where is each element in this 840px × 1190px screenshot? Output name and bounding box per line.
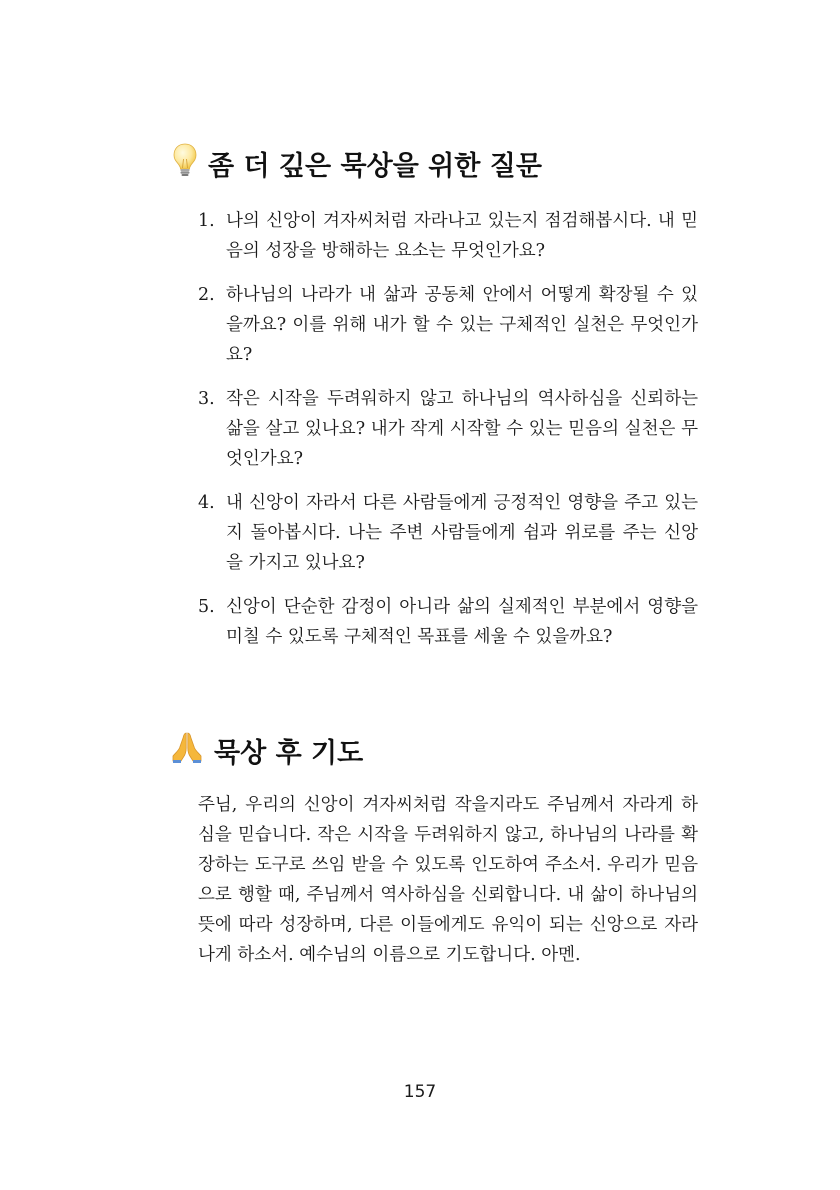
lightbulb-icon bbox=[172, 142, 198, 185]
list-item-number: 5. bbox=[198, 597, 215, 617]
list-item-text: 신앙이 단순한 감정이 아니라 삶의 실제적인 부분에서 영향을 미칠 수 있도록 구체적인 목표를 세울 수 있을까요? bbox=[226, 597, 698, 647]
list-item bbox=[198, 592, 698, 652]
section-title: 묵상 후 기도 bbox=[214, 738, 364, 769]
section-heading-prayer bbox=[170, 730, 363, 771]
list-item-number: 2. bbox=[198, 285, 215, 305]
praying-hands-icon bbox=[170, 730, 204, 771]
list-item bbox=[198, 488, 698, 578]
list-item-number: 4. bbox=[198, 493, 215, 513]
list-item-number: 1. bbox=[198, 211, 215, 231]
page-number: 157 bbox=[403, 1082, 437, 1102]
prayer-paragraph: 주님, 우리의 신앙이 겨자씨처럼 작을지라도 주님께서 자라게 하심을 믿습니다. 작은 시작을 두려워하지 않고, 하나님의 나라를 확장하는 도구로 쓰임 받을 수 있도록 인도하여 주소서. 우리가 믿음으로 행할 때, 주님께서 역사하심을 신뢰합니다. 내 삶이 하나님의 뜻에 따라 성장하며, 다른 이들에게도 유익이 되는 신앙으로 자라나게 하소서. 예수님의 이름으로 기도합니다. 아멘. bbox=[198, 795, 698, 965]
list-item bbox=[198, 206, 698, 266]
list-item-text: 작은 시작을 두려워하지 않고 하나님의 역사하심을 신뢰하는 삶을 살고 있나요? 내가 작게 시작할 수 있는 믿음의 실천은 무엇인가요? bbox=[226, 389, 698, 469]
section-title: 좀 더 깊은 묵상을 위한 질문 bbox=[208, 151, 542, 182]
list-item bbox=[198, 280, 698, 370]
list-item-text: 내 신앙이 자라서 다른 사람들에게 긍정적인 영향을 주고 있는지 돌아봅시다. 나는 주변 사람들에게 쉼과 위로를 주는 신앙을 가지고 있나요? bbox=[226, 493, 698, 573]
section-heading-questions bbox=[172, 142, 542, 185]
list-item-number: 3. bbox=[198, 389, 215, 409]
list-item-text: 하나님의 나라가 내 삶과 공동체 안에서 어떻게 확장될 수 있을까요? 이를 위해 내가 할 수 있는 구체적인 실천은 무엇인가요? bbox=[226, 285, 698, 365]
list-item bbox=[198, 384, 698, 474]
list-item-text: 나의 신앙이 겨자씨처럼 자라나고 있는지 점검해봅시다. 내 믿음의 성장을 방해하는 요소는 무엇인가요? bbox=[226, 211, 698, 261]
question-list bbox=[198, 206, 698, 666]
